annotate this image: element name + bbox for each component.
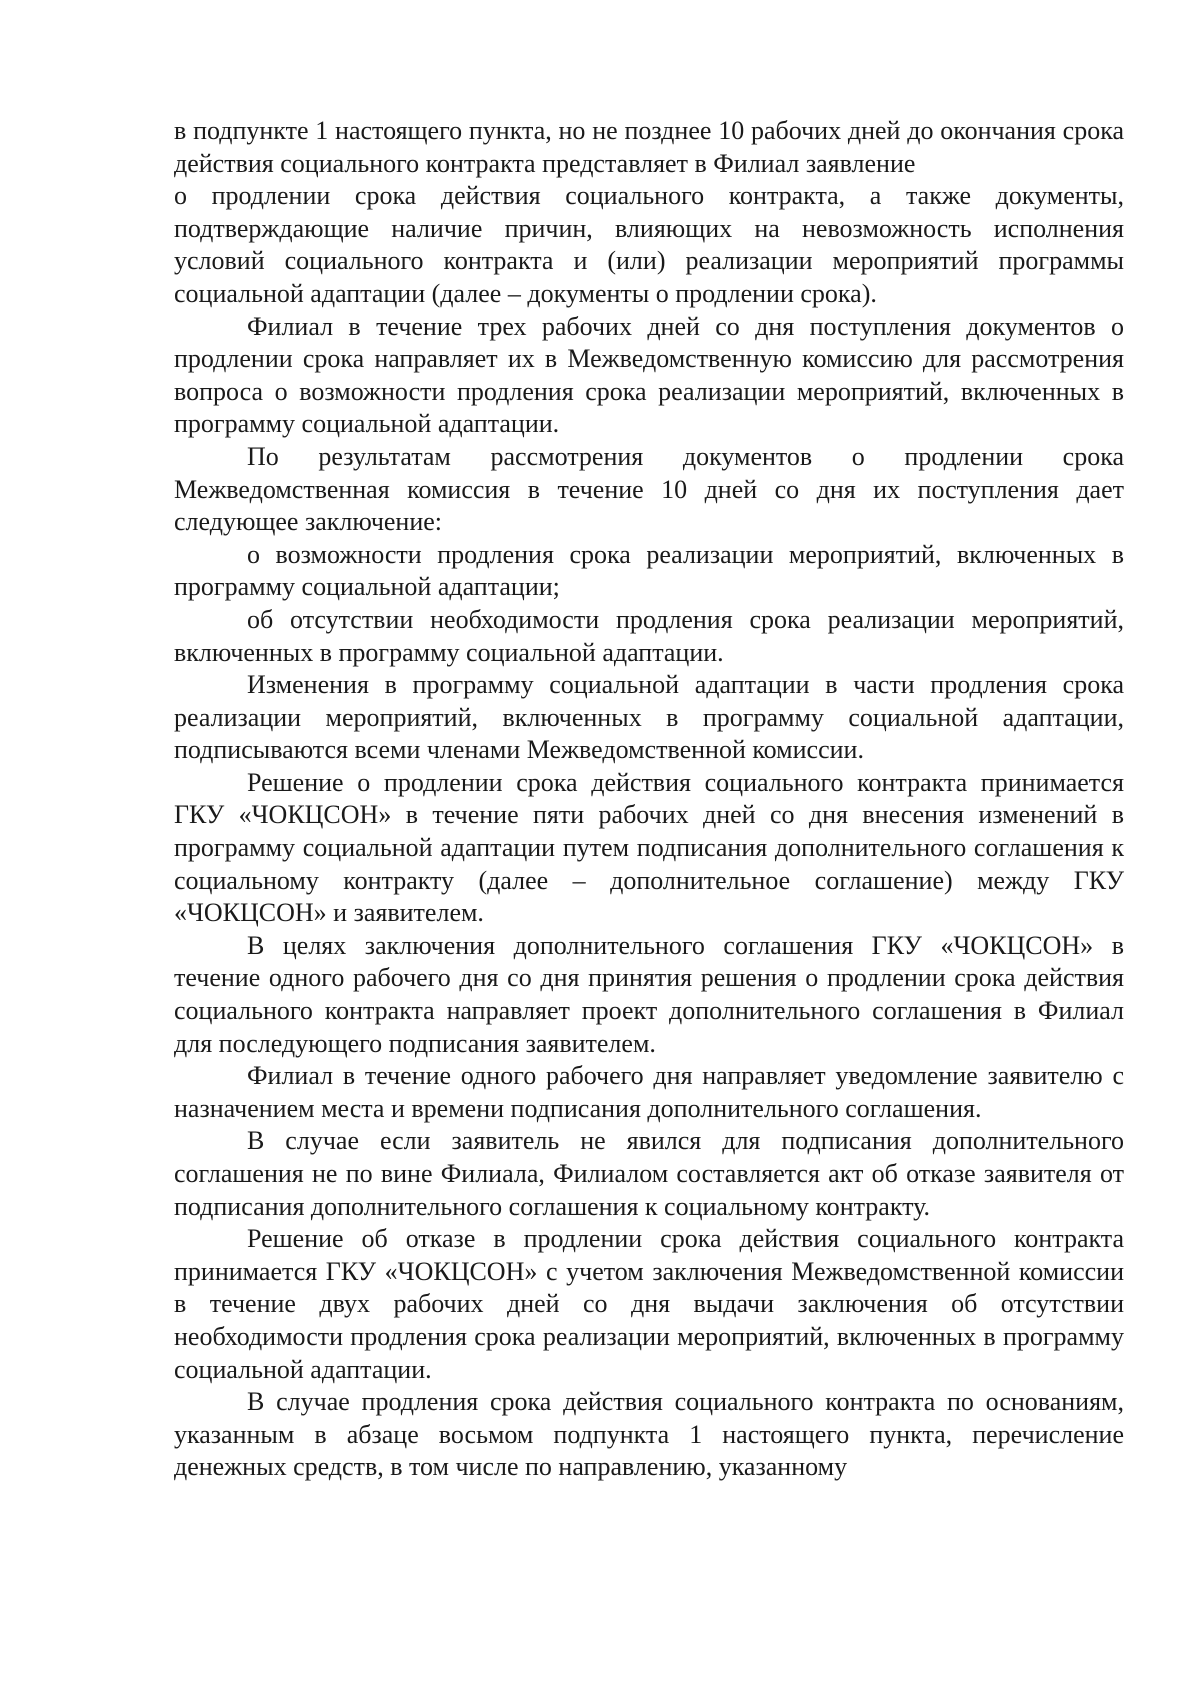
paragraph: об отсутствии необходимости продления срока реализации мероприятий, включенных в программу социальной адаптации. [174, 604, 1124, 667]
paragraph: По результатам рассмотрения документов о продлении срока Межведомственная комиссия в течение 10 дней со дня их поступления дает следующее заключение: [174, 441, 1124, 537]
paragraph: Филиал в течение трех рабочих дней со дня поступления документов о продлении срока направляет их в Межведомственную комиссию для рассмотрения вопроса о возможности продления срока реализации мероприятий, включенных в программу социальной адаптации. [174, 311, 1124, 439]
paragraph: В случае если заявитель не явился для подписания дополнительного соглашения не по вине Филиала, Филиалом составляется акт об отказе заявителя от подписания дополнительного соглашения к социальному контракту. [174, 1126, 1124, 1221]
paragraph: Решение об отказе в продлении срока действия социального контракта принимается ГКУ «ЧОКЦСОН» с учетом заключения Межведомственной комиссии в течение двух рабочих дней со дня выдачи заключения об отсутствии необходимости продления срока реализации мероприятий, включенных в программу социальной адаптации. [174, 1224, 1124, 1384]
paragraph: в подпункте 1 настоящего пункта, но не позднее 10 рабочих дней до окончания срока действия социального контракта представляет в Филиал заявление [174, 116, 1124, 178]
paragraph: о возможности продления срока реализации мероприятий, включенных в программу социальной адаптации; [174, 539, 1124, 602]
paragraph: о продлении срока действия социального контракта, а также документы, подтверждающие наличие причин, влияющих на невозможность исполнения условий социального контракта и (или) реализации мероприятий программы социальной адаптации (далее – документы о продлении срока). [174, 181, 1124, 308]
paragraph: Филиал в течение одного рабочего дня направляет уведомление заявителю с назначением места и времени подписания дополнительного соглашения. [174, 1061, 1124, 1123]
paragraph: Решение о продлении срока действия социального контракта принимается ГКУ «ЧОКЦСОН» в течение пяти рабочих дней со дня внесения изменений в программу социальной адаптации путем подписания дополнительного соглашения к социальному контракту (далее – дополнительное соглашение) между ГКУ «ЧОКЦСОН» и заявителем. [174, 767, 1124, 928]
document-body [174, 115, 1124, 1484]
paragraph: В случае продления срока действия социального контракта по основаниям, указанным в абзаце восьмом подпункта 1 настоящего пункта, перечисление денежных средств, в том числе по направлению, указанному [174, 1387, 1124, 1482]
paragraph: В целях заключения дополнительного соглашения ГКУ «ЧОКЦСОН» в течение одного рабочего дня со дня принятия решения о продлении срока действия социального контракта направляет проект дополнительного соглашения в Филиал для последующего подписания заявителем. [174, 930, 1124, 1058]
paragraph: Изменения в программу социальной адаптации в части продления срока реализации мероприятий, включенных в программу социальной адаптации, подписываются всеми членами Межведомственной комиссии. [174, 670, 1124, 765]
